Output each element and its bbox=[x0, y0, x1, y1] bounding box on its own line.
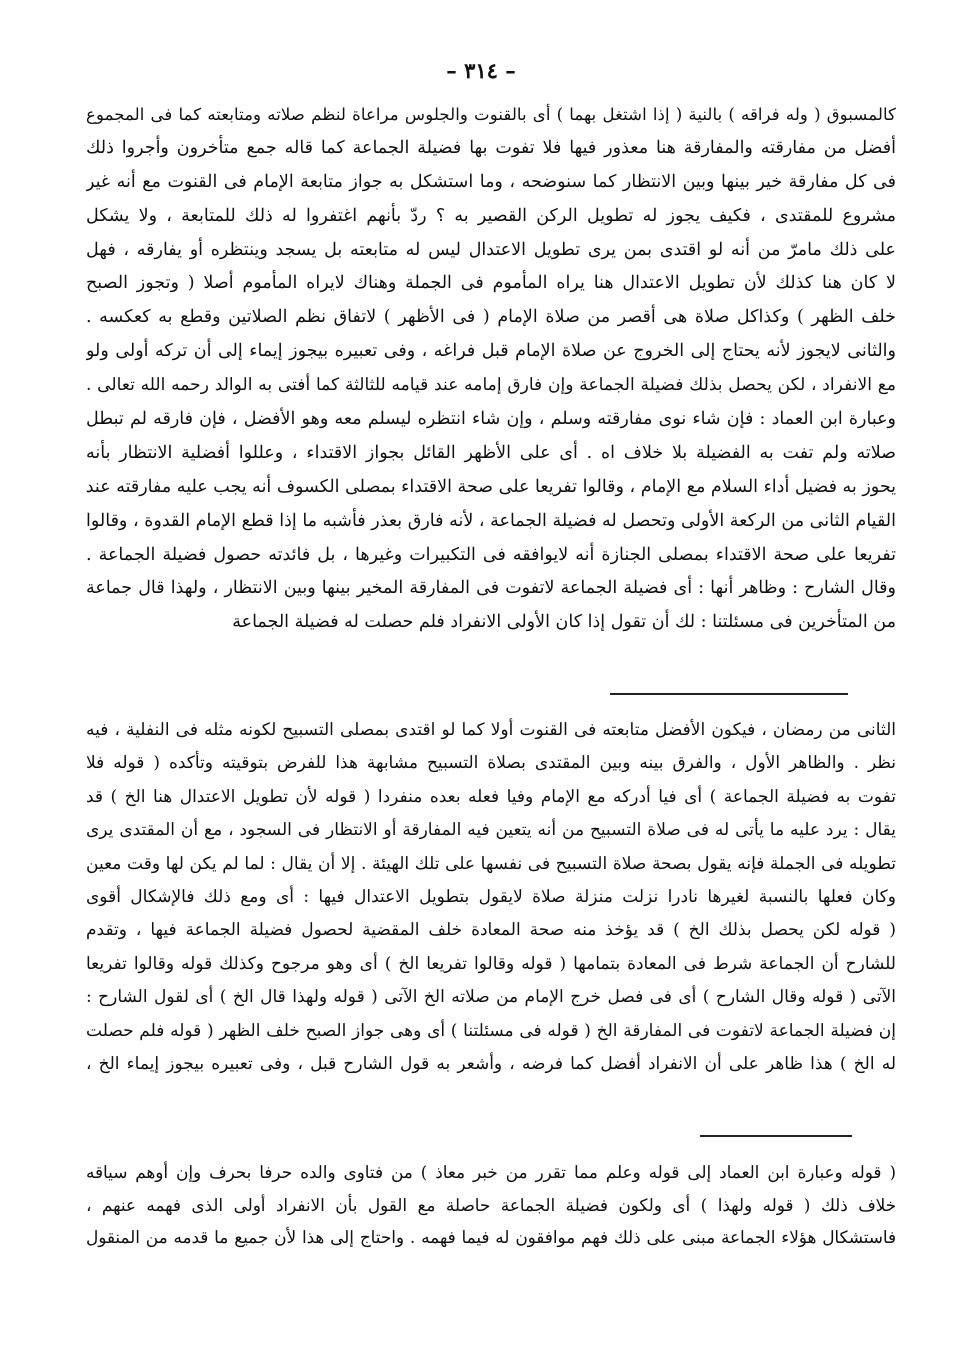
main-text-line: القيام الثانى من الركعة الأولى وتحصل له فضيلة الجماعة ، لأنه فارق بعذر فأشبه ما إذا قطع الإمام القدوة ، وقالوا bbox=[86, 510, 896, 531]
commentary-text bbox=[86, 714, 896, 1081]
section-divider bbox=[700, 1135, 852, 1137]
section-divider bbox=[610, 693, 848, 695]
main-text-line: صلاته ولم تفت به الفضيلة بلا خلاف اه . أى على الأظهر القائل بجواز الاقتداء ، وعللوا أفضلية الانتظار بأنه bbox=[86, 442, 896, 463]
commentary-line: الآتى ( قوله وقال الشارح ) أى فى فصل خرج الإمام من صلاته الخ الآتى ( قوله ولهذا قال الخ ) أى لقول الشارح : bbox=[86, 987, 896, 1008]
commentary-line: وكان فعلها بالنسبة لغيرها نادرا نزلت منزلة صلاة لايقول بتطويل الاعتدال فيها : أى ومع ذلك فالإشكال أقوى bbox=[86, 886, 896, 907]
main-text-line: كالمسبوق ( وله فراقه ) بالنية ( إذا اشتغل بهما ) أى بالقنوت والجلوس مراعاة لنظم صلاته ومتابعته كما فى المجموع bbox=[86, 104, 896, 124]
note-line: فاستشكال هؤلاء الجماعة مبنى على ذلك فهم موافقون له فيما فهمه . واحتاج إلى هذا لأن جميع ما قدمه من المنقول bbox=[86, 1227, 896, 1247]
note-text bbox=[86, 1156, 896, 1254]
main-text-line: وقال الشارح : وظاهر أنها : أى فضيلة الجماعة لاتفوت فى المفارقة المخير بينها وبين الانتظار ، ولهذا قال جماعة bbox=[86, 578, 896, 599]
main-text-line: خلف الظهر ) وكذاكل صلاة هى أقصر من صلاة الإمام ( فى الأظهر ) لاتفاق نظم الصلاتين وقطع به كعكسه . bbox=[86, 307, 896, 328]
main-text-line: وعبارة ابن العماد : فإن شاء نوى مفارقته وسلم ، وإن شاء انتظره ليسلم معه وهو الأفضل ، فإن فارقه لم تبطل bbox=[86, 409, 896, 430]
main-text-line: لا كان هنا كذلك لأن تطويل الاعتدال هنا يراه المأموم فى الجملة وهناك لايراه المأموم أصلا ( وتجوز الصبح bbox=[86, 273, 896, 294]
note-line: خلاف ذلك ( قوله ولهذا ) أى ولكون فضيلة الجماعة حاصلة مع القول بأن الانفراد أولى الذى فهمه عنهم ، bbox=[86, 1194, 896, 1215]
main-text-line: تفريعا على صحة الاقتداء بمصلى الجنازة أنه لايوافقه فى التكبيرات وغيرها ، بل فائدته حصول فضيلة الجماعة . bbox=[86, 544, 896, 565]
commentary-line: يقال : يرد عليه ما يأتى له فى صلاة التسبيح من أنه يتعين فيه المفارقة أو الانتظار فى السجود ، مع أن المقتدى يرى bbox=[86, 820, 896, 841]
commentary-line: تفوت به فضيلة الجماعة ) أى فيا أدركه مع الإمام وفيا فعله بعده منفردا ( قوله لأن تطويل الاعتدال هنا الخ ) قد bbox=[86, 786, 896, 807]
commentary-line: تطويله فى الجملة فإنه يقول بصحة صلاة التسبيح فى نفسها على تلك الهيئة . إلا أن يقال : لما لم يكن لها وقت معين bbox=[86, 853, 896, 874]
main-text-line: من المتأخرين فى مسئلتنا : لك أن تقول إذا كان الأولى الانفراد فلم حصلت له فضيلة الجماعة bbox=[232, 612, 896, 633]
main-text bbox=[86, 98, 896, 640]
main-text-line: أفضل من مفارقته والمفارقة هنا معذور فيها فلا تفوت بها فضيلة الجماعة كما قاله جمع متأخرون وأجروا ذلك bbox=[86, 137, 896, 158]
page-number: – ٣١٤ – bbox=[446, 58, 516, 83]
main-text-line: مشروع للمقتدى ، فكيف يجوز له تطويل الركن القصير به ؟ ردّ بأنهم اغتفروا له ذلك للمتابعة ، ولا يشكل bbox=[86, 205, 896, 226]
main-text-line: فى كل مفارقة خير بينها وبين الانتظار كما سنوضحه ، وما استشكل به جواز متابعة الإمام فى القنوت مع أنه غير bbox=[86, 171, 896, 192]
commentary-line: له الخ ) هذا ظاهر على أن الانفراد أفضل كما فرضه ، وأشعر به قول الشارح قبل ، وفى تعبيره بيجوز إيماء الخ ، bbox=[86, 1053, 896, 1074]
commentary-line: ( قوله لكن يحصل بذلك الخ ) قد يؤخذ منه صحة المعادة خلف المقضية لحصول فضيلة الجماعة فيها ، وتقدم bbox=[86, 920, 896, 941]
main-text-line: على ذلك مامرّ من أنه لو اقتدى بمن يرى تطويل الاعتدال ليس له متابعته بل يسجد وينتظره أو يفارقه ، فهل bbox=[86, 239, 896, 260]
main-text-line: يحوز به فضيل أداء السلام مع الإمام ، وقالوا تفريعا على صحة الاقتداء بمصلى الكسوف أنه يجب عليه مفارقته عند bbox=[86, 476, 896, 497]
commentary-line: للشارح أن الجماعة شرط فى المعادة بتمامها ( قوله وقالوا تفريعا الخ ) أى وهو مرجوح وكذلك قوله وقالوا تفريعا bbox=[86, 953, 896, 974]
main-text-line: مع الانفراد ، لكن يحصل بذلك فضيلة الجماعة وإن فارق إمامه عند قيامه للثالثة كما أفتى به الوالد رحمه الله تعالى . bbox=[86, 375, 896, 396]
commentary-line: نظر . والظاهر الأول ، والفرق بينه وبين المقتدى بصلاة التسبيح مشابهة هذا للفرض بتوقيته وتأكده ( قوله فلا bbox=[86, 753, 896, 774]
commentary-line: الثانى من رمضان ، فيكون الأفضل متابعته فى القنوت أولا كما لو اقتدى بمصلى التسبيح لكونه مثله فى النفلية ، فيه bbox=[86, 720, 896, 740]
note-line: ( قوله وعبارة ابن العماد إلى قوله وعلم مما تقرر من خبر معاذ ) من فتاوى والده حرفا بحرف وإن أوهم سياقه bbox=[86, 1162, 896, 1182]
main-text-line: والثانى لايجوز لأنه يحتاج إلى الخروج عن صلاة الإمام قبل فراغه ، وفى تعبيره بيجوز إيماء إلى أن تركه أولى ولو bbox=[86, 341, 896, 362]
commentary-line: إن فضيلة الجماعة لاتفوت فى المفارقة الخ ( قوله فى مسئلتنا ) أى وهى جواز الصبح خلف الظهر ( قوله فلم حصلت bbox=[86, 1020, 896, 1041]
